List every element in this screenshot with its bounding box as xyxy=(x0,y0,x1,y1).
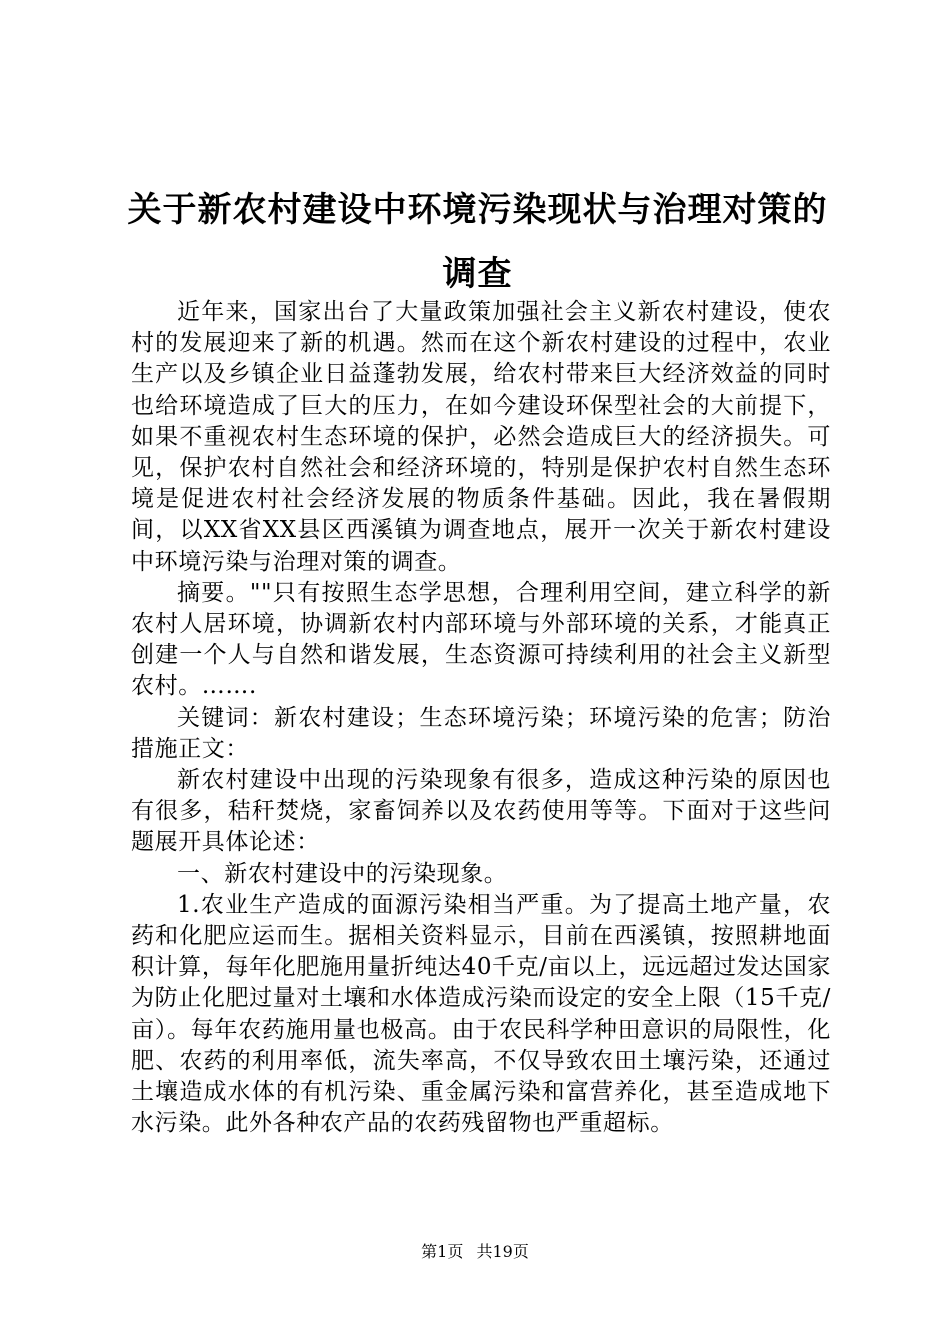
document-title: 关于新农村建设中环境污染现状与治理对策的调查 xyxy=(127,190,828,294)
document-body xyxy=(131,297,831,1139)
section-heading: 一、新农村建设中的污染现象。 xyxy=(177,860,508,887)
paragraph-intro: 近年来，国家出台了大量政策加强社会主义新农村建设，使农村的发展迎来了新的机遇。然而在这个新农村建设的过程中，农业生产以及乡镇企业日益蓬勃发展，给农村带来巨大经济效益的同时也给环境造成了巨大的压力，在如今建设环保型社会的大前提下，如果不重视农村生态环境的保护，必然会造成巨大的经济损失。可见，保护农村自然社会和经济环境的，特别是保护农村自然生态环境是促进农村社会经济发展的物质条件基础。因此，我在暑假期间，以XX省XX县区西溪镇为调查地点，展开一次关于新农村建设中环境污染与治理对策的调查。 xyxy=(131,299,831,575)
paragraph-overview: 新农村建设中出现的污染现象有很多，造成这种污染的原因也有很多，秸秆焚烧，家畜饲养以及农药使用等等。下面对于这些问题展开具体论述： xyxy=(131,767,831,856)
page-number: 第1页 xyxy=(421,1242,464,1261)
page-footer xyxy=(0,1242,950,1262)
paragraph-abstract: 摘要。""只有按照生态学思想，合理利用空间，建立科学的新农村人居环境，协调新农村内部环境与外部环境的关系，才能真正创建一个人与自然和谐发展，生态资源可持续利用的社会主义新型农村。……. xyxy=(131,579,831,700)
paragraph-point-1: 1.农业生产造成的面源污染相当严重。为了提高土地产量，农药和化肥应运而生。据相关资料显示，目前在西溪镇，按照耕地面积计算，每年化肥施用量折纯达40千克/亩以上，远远超过发达国家为防止化肥过量对土壤和水体造成污染而设定的安全上限（15千克/亩）。每年农药施用量也极高。由于农民科学种田意识的局限性，化肥、农药的利用率低，流失率高，不仅导致农田土壤污染，还通过土壤造成水体的有机污染、重金属污染和富营养化，甚至造成地下水污染。此外各种农产品的农药残留物也严重超标。 xyxy=(131,891,831,1137)
page-total: 共19页 xyxy=(476,1242,529,1261)
paragraph-keywords: 关键词：新农村建设；生态环境污染；环境污染的危害；防治措施正文： xyxy=(131,704,831,762)
